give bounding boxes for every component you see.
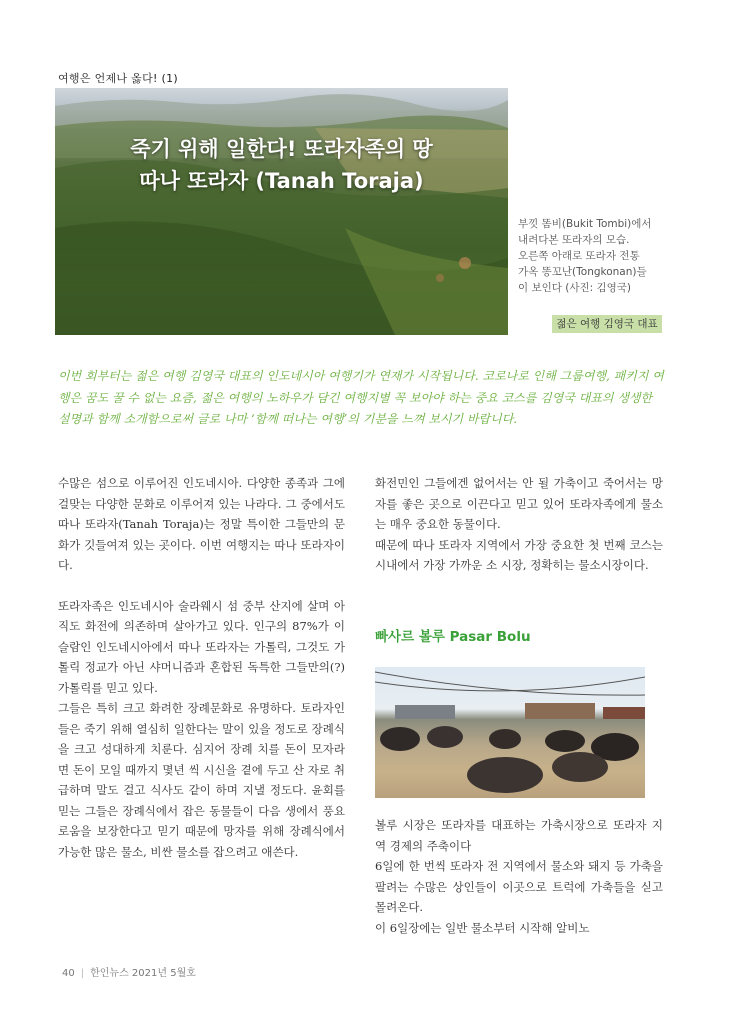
body-paragraph: 또라자족은 인도네시아 술라웨시 섬 중부 산지에 살며 아직도 화전에 의존하며 살아가고 있다. 인구의 87%가 이슬람인 인도네시아에서 따나 또라자는 가톨릭, 그것도 가톨릭 정교가 아닌 샤머니즘과 혼합된 독특한 그들만의(?) 가톨릭를 믿고 있다. — [58, 598, 345, 695]
body-paragraph: 그들은 특히 크고 화려한 장례문화로 유명하다. 토라자인들은 죽기 위해 열심히 일한다는 말이 있을 정도로 장례식을 크고 성대하게 치룬다. 심지어 장례 치를 돈이 모자라면 돈이 모일 때까지 몇년 씩 시신을 곁에 두고 산 자로 취급하며 말도 걸고 식사도 같이 하며 지낼 정도다. 윤회를 믿는 그들은 장례식에서 잡은 동물들이 다음 생에서 풍요로움을 보장한다고 믿기 때문에 망자를 위해 장례식에서 가능한 많은 물소, 비싼 물소를 잡으려고 애쓴다. — [58, 701, 345, 859]
body-paragraph: 때문에 따나 또라자 지역에서 가장 중요한 첫 번째 코스는 시내에서 가장 가까운 소 시장, 정확히는 물소시장이다. — [375, 537, 663, 572]
photo-caption — [518, 216, 668, 296]
body-paragraph: 화전민인 그들에겐 없어서는 안 될 가축이고 죽어서는 망자를 좋은 곳으로 이끈다고 믿고 있어 또라자족에게 물소는 매우 중요한 동물이다. — [375, 476, 663, 531]
author-badge: 젊은 여행 김영국 대표 — [552, 315, 662, 333]
buffalo-market-illustration — [375, 667, 645, 798]
caption-line: 부낏 똠비(Bukit Tombi)에서 — [518, 218, 652, 230]
hero-title — [55, 133, 508, 197]
intro-paragraph: 이번 회부터는 젊은 여행 김영국 대표의 인도네시아 여행기가 연재가 시작됩니다. 코로나로 인해 그룹여행, 패키지 여행은 꿈도 꿀 수 없는 요즘, 젊은 여행의 노하우가 담긴 여행지별 꼭 보아야 하는 중요 코스를 김영국 대표의 생생한 설명과 함께 소개함으로써 글로 나마 ‘함께 떠나는 여행’의 기분을 느껴 보시기 바랍니다. — [58, 369, 664, 426]
body-paragraph: 수많은 섬으로 이루어진 인도네시아. 다양한 종족과 그에 걸맞는 다양한 문화로 이루어져 있는 나라다. 그 중에서도 따나 또라자(Tanah Toraja)는 정말 특이한 그들만의 문화가 깃들여져 있는 곳이다. 이번 여행지는 따나 또라자이다. — [58, 476, 345, 572]
market-photo — [375, 667, 645, 798]
series-tag: 여행은 언제나 옳다! (1) — [58, 72, 178, 85]
body-paragraph: 이 6일장에는 일반 물소부터 시작해 알비노 — [375, 920, 590, 935]
page-number: 40 — [62, 968, 75, 979]
publication-name: 한인뉴스 2021년 5월호 — [90, 968, 196, 979]
body-paragraph: 6일에 한 번씩 또라자 전 지역에서 물소와 돼지 등 가축을 팔려는 수많은 상인들이 이곳으로 트럭에 가축들을 싣고 몰려온다. — [375, 859, 663, 914]
caption-line: 내려다본 또라자의 모습. — [518, 234, 630, 246]
left-column — [58, 473, 345, 862]
caption-line: 가옥 똥꼬난(Tongkonan)들 — [518, 266, 647, 278]
section-subhead: 빠사르 볼루 Pasar Bolu — [375, 629, 531, 645]
hero-title-line1: 죽기 위해 일한다! 또라자족의 땅 — [130, 137, 433, 161]
hero-photo — [55, 88, 508, 335]
right-column-top — [375, 473, 663, 576]
right-column-bottom — [375, 815, 663, 938]
landscape-illustration — [55, 88, 508, 335]
page-footer: 40 | 한인뉴스 2021년 5월호 — [62, 968, 196, 979]
body-paragraph: 볼루 시장은 또라자를 대표하는 가축시장으로 또라자 지역 경제의 주축이다 — [375, 818, 663, 853]
caption-line: 이 보인다 (사진: 김영국) — [518, 282, 632, 294]
hero-title-line2: 따나 또라자 (Tanah Toraja) — [139, 169, 424, 193]
caption-line: 오른쪽 아래로 또라자 전통 — [518, 250, 640, 262]
